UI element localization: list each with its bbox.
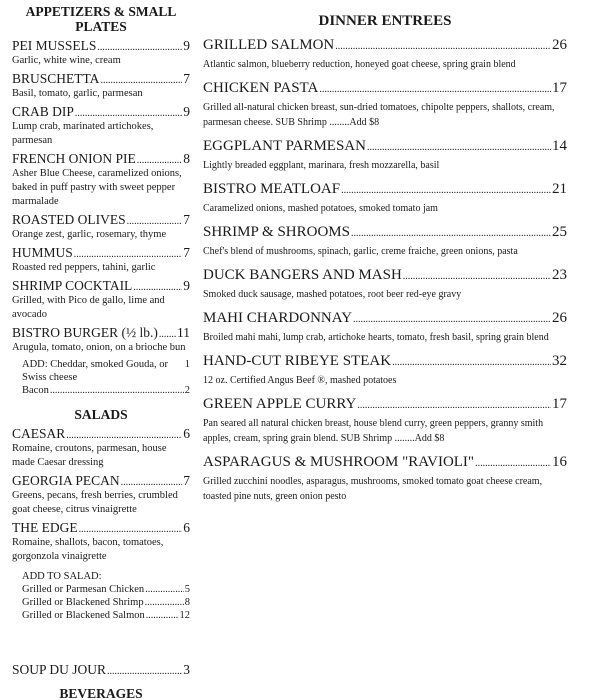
item-name: BISTRO MEATLOAF <box>203 181 341 197</box>
dot-leader <box>367 142 551 153</box>
dot-leader <box>357 400 551 411</box>
item-name: GRILLED SALMON <box>203 37 335 53</box>
item-row <box>12 104 190 120</box>
item-price: 25 <box>552 224 567 240</box>
item-price: 3 <box>183 662 190 677</box>
salad-addons-label: ADD TO SALAD: <box>22 571 102 582</box>
item-name: SHRIMP & SHROOMS <box>203 224 350 240</box>
item-name: MAHI CHARDONNAY <box>203 310 353 326</box>
dot-leader <box>66 430 182 441</box>
item-price: 7 <box>183 71 190 86</box>
menu-item <box>203 265 567 302</box>
item-row <box>12 520 190 536</box>
dot-leader <box>392 357 551 368</box>
item-description: Lump crab, marinated artichokes, parmesan <box>12 121 154 146</box>
dinner-list <box>203 35 567 504</box>
addon-item <box>22 583 190 596</box>
dot-leader <box>159 329 176 340</box>
item-price: 6 <box>183 426 190 441</box>
addon-item <box>22 384 190 397</box>
item-price: 11 <box>177 325 190 340</box>
item-name: EGGPLANT PARMESAN <box>203 138 366 154</box>
item-name: ROASTED OLIVES <box>12 212 126 227</box>
menu-item <box>12 38 190 68</box>
menu-item <box>12 212 190 242</box>
dot-leader <box>74 249 182 260</box>
item-description: Roasted red peppers, tahini, garlic <box>12 262 156 273</box>
dot-leader <box>97 42 182 53</box>
item-name: CHICKEN PASTA <box>203 80 319 96</box>
item-row <box>203 265 567 285</box>
soup-item <box>12 662 190 678</box>
menu-item <box>12 104 190 148</box>
item-row <box>12 38 190 54</box>
item-name: HAND-CUT RIBEYE STEAK <box>203 353 392 369</box>
burger-addons <box>22 358 190 397</box>
item-row <box>12 278 190 294</box>
menu-item <box>12 325 190 355</box>
item-row <box>203 35 567 55</box>
left-column <box>12 4 190 700</box>
item-name: Grilled or Parmesan Chicken <box>22 584 145 595</box>
item-price: 2 <box>184 385 190 396</box>
addon-item <box>22 596 190 609</box>
item-price: 9 <box>183 278 190 293</box>
menu-item <box>12 520 190 564</box>
item-row <box>203 222 567 242</box>
dot-leader <box>145 583 184 596</box>
menu-item <box>12 151 190 209</box>
dot-leader <box>475 458 551 469</box>
item-name: CRAB DIP <box>12 104 74 119</box>
item-price: 8 <box>184 597 190 608</box>
item-name: BISTRO BURGER (½ lb.) <box>12 325 158 340</box>
item-row <box>12 473 190 489</box>
item-price: 1 <box>184 359 190 370</box>
menu-item <box>12 245 190 275</box>
item-row <box>203 308 567 328</box>
item-description: Pan seared all natural chicken breast, house blend curry, green peppers, granny smith apples, cream, spring grain blend. SUB Shrimp ........Add $8 <box>203 418 544 444</box>
salad-addons <box>22 570 190 622</box>
dot-leader <box>100 75 182 86</box>
item-name: Bacon <box>22 385 49 396</box>
item-price: 23 <box>552 267 567 283</box>
item-row <box>12 71 190 87</box>
dot-leader <box>137 155 182 166</box>
menu-item <box>203 308 567 345</box>
item-description: Caramelized onions, mashed potatoes, smoked tomato jam <box>203 203 438 214</box>
dot-leader <box>146 609 179 622</box>
menu-item <box>203 222 567 259</box>
item-description: Basil, tomato, garlic, parmesan <box>12 88 143 99</box>
item-price: 6 <box>183 520 190 535</box>
item-description: Asher Blue Cheese, caramelized onions, baked in puff pastry with sweet pepper marmalade <box>12 168 182 207</box>
item-row <box>12 426 190 442</box>
menu-item <box>12 426 190 470</box>
item-description: Arugula, tomato, onion, on a brioche bun <box>12 342 186 353</box>
addon-item <box>22 609 190 622</box>
appetizers-list <box>12 38 190 355</box>
item-row <box>12 325 190 341</box>
appetizers-heading: APPETIZERS & SMALL PLATES <box>25 4 177 34</box>
item-name: Grilled or Blackened Shrimp <box>22 597 144 608</box>
item-name: CAESAR <box>12 426 66 441</box>
item-price: 26 <box>552 37 567 53</box>
item-name: BRUSCHETTA <box>12 71 100 86</box>
menu-item <box>12 71 190 101</box>
menu-item <box>12 278 190 322</box>
item-name: ASPARAGUS & MUSHROOM "RAVIOLI" <box>203 454 475 470</box>
dot-leader <box>121 477 183 488</box>
dot-leader <box>127 216 183 227</box>
item-name: FRENCH ONION PIE <box>12 151 136 166</box>
dot-leader <box>319 84 551 95</box>
item-row <box>203 452 567 472</box>
menu-item <box>203 136 567 173</box>
item-description: 12 oz. Certified Angus Beef ®, mashed potatoes <box>203 375 397 386</box>
salads-list <box>12 426 190 564</box>
item-row <box>203 136 567 156</box>
salads-heading: SALADS <box>74 407 128 422</box>
item-name: HUMMUS <box>12 245 73 260</box>
item-price: 7 <box>183 212 190 227</box>
menu-item <box>203 351 567 388</box>
dot-leader <box>341 185 551 196</box>
item-row <box>12 212 190 228</box>
dinner-heading: DINNER ENTREES <box>318 13 452 29</box>
item-price: 7 <box>183 473 190 488</box>
item-name: DUCK BANGERS AND MASH <box>203 267 402 283</box>
dot-leader <box>353 314 551 325</box>
item-row <box>203 394 567 414</box>
item-row <box>203 179 567 199</box>
menu-item <box>12 473 190 517</box>
item-price: 5 <box>184 584 190 595</box>
item-price: 7 <box>183 245 190 260</box>
item-description: Smoked duck sausage, mashed potatoes, root beer red-eye gravy <box>203 289 462 300</box>
item-price: 9 <box>183 38 190 53</box>
dot-leader <box>133 282 182 293</box>
addon-item <box>22 358 190 384</box>
item-name: PEI MUSSELS <box>12 38 97 53</box>
item-description: Atlantic salmon, blueberry reduction, honeyed goat cheese, spring grain blend <box>203 59 516 70</box>
item-name: SHRIMP COCKTAIL <box>12 278 133 293</box>
dot-leader <box>145 596 184 609</box>
item-description: Grilled zucchini noodles, asparagus, mushrooms, smoked tomato goat cheese cream, toasted pine nuts, green onion pesto <box>203 476 543 502</box>
item-row <box>203 78 567 98</box>
item-price: 17 <box>552 80 567 96</box>
item-price: 14 <box>552 138 567 154</box>
menu-item <box>203 394 567 446</box>
menu-item <box>203 78 567 130</box>
item-price: 26 <box>552 310 567 326</box>
item-price: 12 <box>179 610 190 621</box>
dot-leader <box>75 108 182 119</box>
item-name: GEORGIA PECAN <box>12 473 120 488</box>
item-price: 16 <box>552 454 567 470</box>
item-price: 17 <box>552 396 567 412</box>
dot-leader <box>50 384 184 397</box>
item-price: 9 <box>183 104 190 119</box>
item-name: Grilled or Blackened Salmon <box>22 610 145 621</box>
item-row <box>12 151 190 167</box>
item-description: Romaine, shallots, bacon, tomatoes, gorgonzola vinaigrette <box>12 537 164 562</box>
item-description: Grilled all-natural chicken breast, sun-dried tomatoes, chipolte peppers, shallots, cream, parmesan cheese. SUB Shrimp ........Add $8 <box>203 102 555 128</box>
right-column <box>203 12 567 510</box>
item-name: SOUP DU JOUR <box>12 662 107 677</box>
item-description: Orange zest, garlic, rosemary, thyme <box>12 229 167 240</box>
item-description: Garlic, white wine, cream <box>12 55 121 66</box>
item-row <box>12 245 190 261</box>
menu-item <box>203 179 567 216</box>
dot-leader <box>79 524 183 535</box>
item-description: Broiled mahi mahi, lump crab, artichoke hearts, tomato, fresh basil, spring grain blend <box>203 332 549 343</box>
dot-leader <box>107 666 182 677</box>
beverages-heading: BEVERAGES <box>59 686 143 700</box>
item-price: 21 <box>552 181 567 197</box>
item-description: Romaine, croutons, parmesan, house made Caesar dressing <box>12 443 167 468</box>
item-description: Grilled, with Pico de gallo, lime and avocado <box>12 295 165 320</box>
dot-leader <box>351 228 551 239</box>
item-name: THE EDGE <box>12 520 78 535</box>
menu-item <box>203 452 567 504</box>
item-description: Lightly breaded eggplant, marinara, fresh mozzarella, basil <box>203 160 440 171</box>
item-name: ADD: Cheddar, smoked Gouda, or Swiss cheese <box>22 359 168 383</box>
dot-leader <box>403 271 551 282</box>
dot-leader <box>335 41 551 52</box>
item-name: GREEN APPLE CURRY <box>203 396 357 412</box>
item-description: Chef's blend of mushrooms, spinach, garlic, creme fraiche, green onions, pasta <box>203 246 518 257</box>
item-price: 32 <box>552 353 567 369</box>
item-row <box>203 351 567 371</box>
item-price: 8 <box>183 151 190 166</box>
menu-item <box>203 35 567 72</box>
item-description: Greens, pecans, fresh berries, crumbled goat cheese, citrus vinaigrette <box>12 490 178 515</box>
